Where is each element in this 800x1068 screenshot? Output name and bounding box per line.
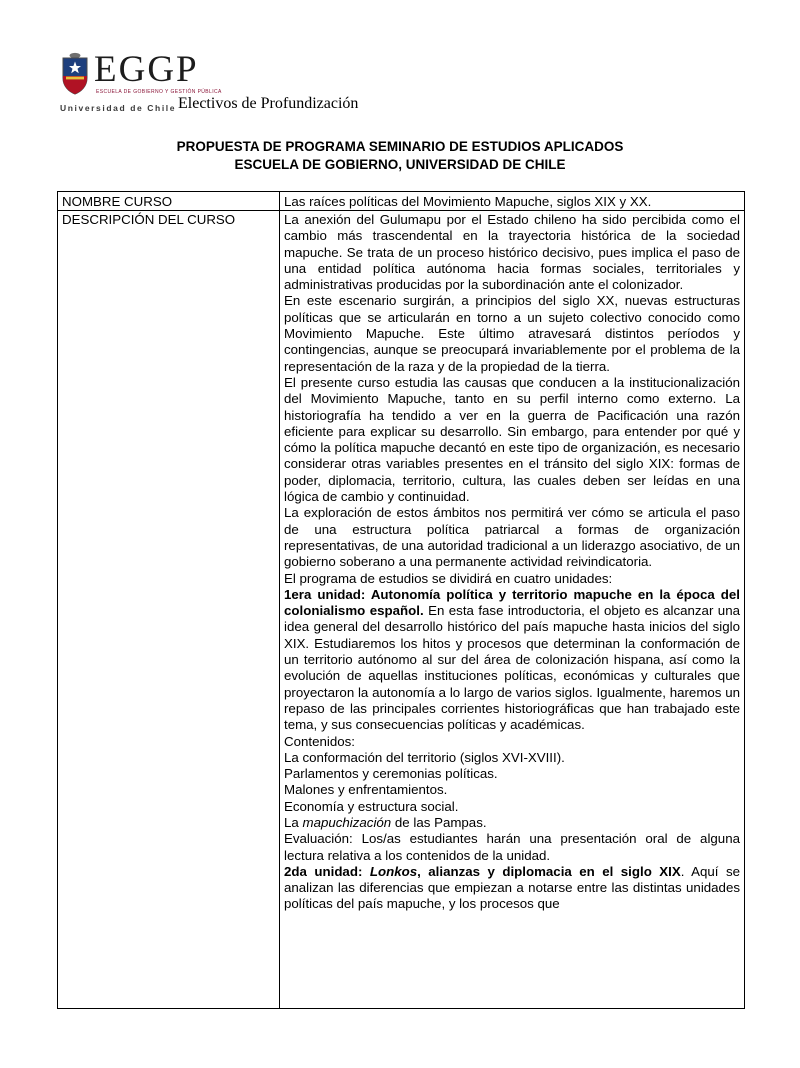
description-paragraph: La anexión del Gulumapu por el Estado chileno ha sido percibida como el cambio más trascendental en la trayectoria histórica de la sociedad mapuche. Se trata de un proceso histórico decisivo, pues implica el paso de una entidad política autónoma hacia formas sociales, territoriales y administrativas producidas por la subordinación ante el colonizador. <box>284 212 740 293</box>
course-description-cell <box>280 211 745 1009</box>
description-paragraph: Economía y estructura social. <box>284 798 459 814</box>
description-paragraph: La conformación del territorio (siglos XVI-XVIII). <box>284 749 565 765</box>
course-table <box>57 191 745 1009</box>
table-row-course-description <box>58 211 745 1009</box>
description-paragraph: El programa de estudios se dividirá en cuatro unidades: <box>284 570 613 586</box>
description-paragraph: Contenidos: <box>284 733 355 749</box>
logo-school-line: ESCUELA DE GOBIERNO Y GESTIÓN PÚBLICA <box>96 89 222 95</box>
logo-acronym: EGGP <box>94 49 199 90</box>
logo-row <box>60 49 222 101</box>
description-paragraph: 1era unidad: Autonomía política y territorio mapuche en la época del colonialismo español. En esta fase introductoria, el objeto es alcanzar una idea general del desarrollo histórico del país mapuche hasta inicios del siglo XIX. Estudiaremos los hitos y procesos que determinan la conformación de un territorio autónomo al sur del área de colonización hispana, así como la evolución de aquellas instituciones políticas, económicas y culturales que proyectaron la autonomía a lo largo de varios siglos. Igualmente, haremos un repaso de las principales corrientes historiográficas que han trabajado este tema, y sus consecuencias políticas y académicas. <box>284 586 740 733</box>
description-paragraph: Malones y enfrentamientos. <box>284 782 448 798</box>
description-paragraph: El presente curso estudia las causas que conducen a la institucionalización del Movimiento Mapuche, tanto en su perfil interno como externo. La historiografía ha tendido a ver en la guerra de Pacificación una razón eficiente para explicar su desarrollo. Sin embargo, para entender por qué y cómo la política mapuche decantó en este tipo de organización, es necesario considerar otras variables presentes en el tránsito del siglo XIX: formas de poder, diplomacia, territorio, cultura, las cuales deben ser leídas en una lógica de cambio y continuidad. <box>284 374 740 505</box>
table-row-course-name <box>58 192 745 211</box>
university-shield-icon <box>60 52 90 96</box>
document-title <box>0 138 800 173</box>
course-description-content <box>284 212 740 913</box>
course-name-value: Las raíces políticas del Movimiento Mapuche, siglos XIX y XX. <box>280 192 745 211</box>
course-description-label: DESCRIPCIÓN DEL CURSO <box>58 211 280 1009</box>
document-title-line-1: PROPUESTA DE PROGRAMA SEMINARIO DE ESTUDIOS APLICADOS <box>176 139 624 154</box>
description-paragraph: La exploración de estos ámbitos nos permitirá ver cómo se articula el paso de una estructura política patriarcal a formas de organización representativas, de una autoridad tradicional a un liderazgo asociativo, de un gobierno soberano a una permanente actividad reivindicatoria. <box>284 505 740 570</box>
description-paragraph: Parlamentos y ceremonias políticas. <box>284 766 498 782</box>
description-paragraph: La mapuchización de las Pampas. <box>284 814 487 830</box>
logo-text-block <box>94 49 222 95</box>
description-paragraph: Evaluación: Los/as estudiantes harán una presentación oral de alguna lectura relativa a los contenidos de la unidad. <box>284 831 740 863</box>
shield-wrap <box>60 52 90 101</box>
description-paragraph: En este escenario surgirán, a principios del siglo XX, nuevas estructuras políticas que se articularán en torno a un sujeto colectivo conocido como Movimiento Mapuche. Este último atravesará distintos períodos y contingencias, aunque se preocupará invariablemente por el problema de la representación de la raza y de la propiedad de la tierra. <box>284 293 740 374</box>
description-paragraph: 2da unidad: Lonkos, alianzas y diplomacia en el siglo XIX. Aquí se analizan las diferencias que empiezan a notarse entre las distintas unidades políticas del país mapuche, y los procesos que <box>284 863 740 912</box>
document-title-line-2: ESCUELA DE GOBIERNO, UNIVERSIDAD DE CHILE <box>234 156 566 172</box>
course-name-label: NOMBRE CURSO <box>58 192 280 211</box>
logo-institution: Universidad de Chile <box>60 103 177 113</box>
program-subtitle: Electivos de Profundización <box>178 95 359 112</box>
